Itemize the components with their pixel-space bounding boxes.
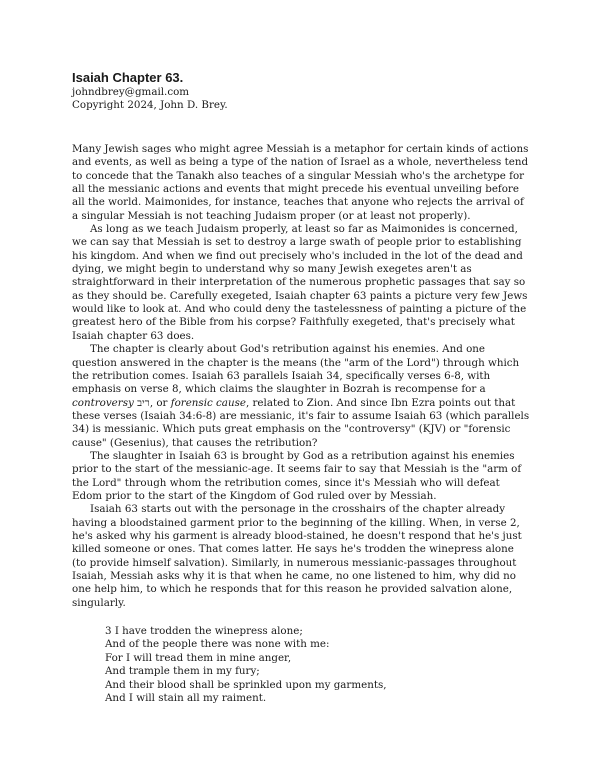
paragraph-3-text-before: The chapter is clearly about God's retribution against his enemies. And one question answered in the chapter is the means (the "arm of the Lord") through which the retribution comes. Isaiah 63 parallels Isaiah 34, specifically verses 6-8, with emphasis on verse 8, which claims the slaughter in Bozrah is recompense for a	[72, 343, 520, 396]
copyright-notice: Copyright 2024, John D. Brey.	[72, 99, 228, 111]
verse-line-3: For I will tread them in mine anger,	[105, 651, 292, 664]
document-page	[72, 70, 530, 705]
verse-line-5: And their blood shall be sprinkled upon my garments,	[105, 678, 387, 691]
paragraph-3-emphasis-forensic-cause: forensic cause	[170, 396, 246, 409]
paragraph-1: Many Jewish sages who might agree Messiah is a metaphor for certain kinds of actions and events, as well as being a type of the nation of Israel as a whole, nevertheless tend to concede that the Tanakh also teaches of a singular Messiah who's the archetype for all the messianic actions and events that might precede his eventual unveiling before all the world. Maimonides, for instance, teaches that anyone who rejects the arrival of a singular Messiah is not teaching Judaism proper (or at least not properly).	[72, 143, 529, 222]
paragraph-2: As long as we teach Judaism properly, at least so far as Maimonides is concerned, we can say that Messiah is set to destroy a large swath of people prior to establishing his kingdom. And when we find out precisely who's included in the lot of the dead and dying, we might begin to understand why so many Jewish exegetes aren't as straightforward in their interpretation of the numerous prophetic passages that say so as they should be. Carefully exegeted, Isaiah chapter 63 paints a picture very few Jews would like to look at. And who could deny the tastelessness of painting a picture of the greatest hero of the Bible from his corpse? Faithfully exegeted, that's precisely what Isaiah chapter 63 does.	[72, 223, 528, 342]
paragraph-3	[72, 343, 530, 450]
verse-line-1: 3 I have trodden the winepress alone;	[105, 625, 303, 638]
paragraph-3-text-middle: ריב, or	[133, 396, 171, 409]
paragraph-3-text-after: , related to Zion. And since Ibn Ezra points out that these verses (Isaiah 34:6-8) are messianic, it's fair to assume Isaiah 63 (which parallels 34) is messianic. Which puts great emphasis on the "controversy" (KJV) or "forensic cause" (Gesenius), that causes the retribution?	[72, 396, 530, 449]
document-body	[72, 143, 530, 705]
paragraph-4: The slaughter in Isaiah 63 is brought by God as a retribution against his enemies prior to the start of the messianic-age. It seems fair to say that Messiah is the "arm of the Lord" through whom the retribution comes, since it's Messiah who will defeat Edom prior to the start of the Kingdom of God ruled over by Messiah.	[72, 449, 522, 502]
paragraph-5: Isaiah 63 starts out with the personage in the crosshairs of the chapter already having a bloodstained garment prior to the beginning of the killing. When, in verse 2, he's asked why his garment is already blood-stained, he doesn't respond that he's just killed someone or ones. That comes latter. He says he's trodden the winepress alone (to provide himself salvation). Similarly, in numerous messianic-passages throughout Isaiah, Messiah asks why it is that when he came, no one listened to him, why did no one help him, to which he responds that for this reason he provided salvation alone, singularly.	[72, 503, 522, 609]
scripture-quote	[72, 625, 530, 705]
verse-line-2: And of the people there was none with me:	[105, 638, 330, 651]
verse-line-6: And I will stain all my raiment.	[105, 692, 267, 705]
verse-line-4: And trample them in my fury;	[105, 665, 260, 678]
author-email: johndbrey@gmail.com	[72, 86, 190, 98]
document-title: Isaiah Chapter 63.	[72, 70, 184, 85]
paragraph-3-emphasis-controversy: controversy	[72, 396, 134, 409]
